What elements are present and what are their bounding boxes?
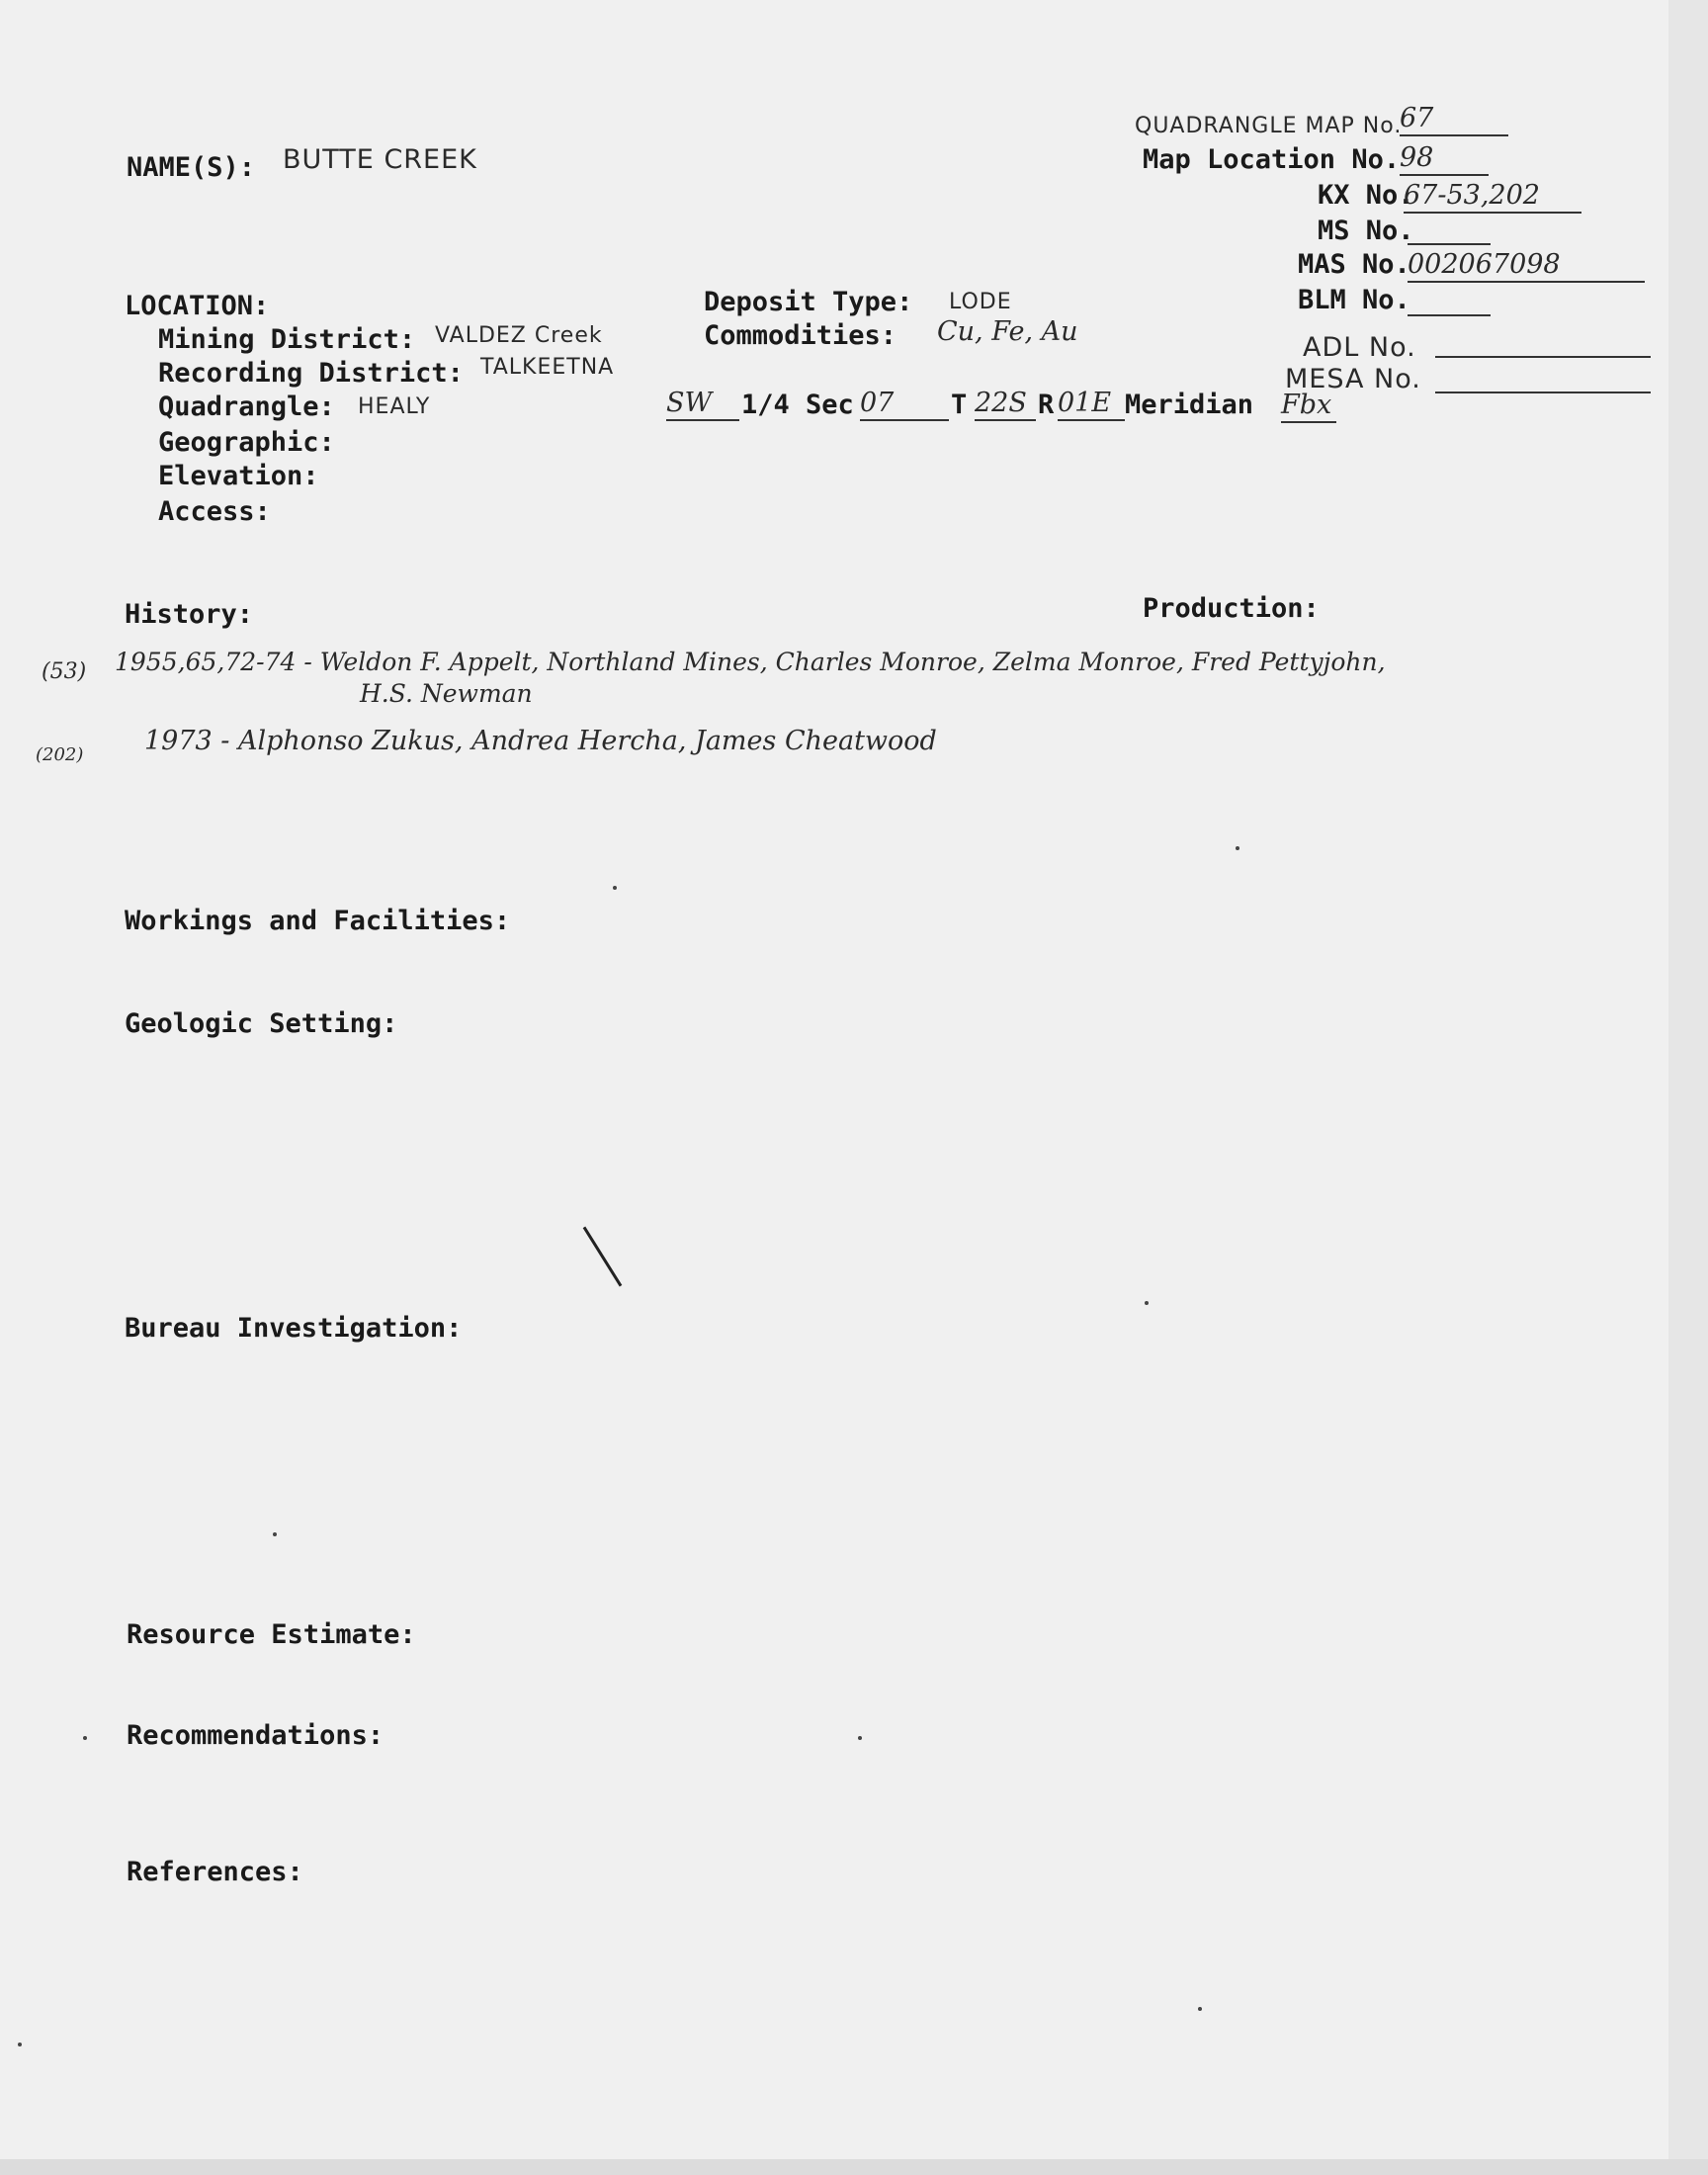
speck: [858, 1736, 862, 1740]
name-label: NAME(S):: [127, 152, 256, 183]
township-value: 22S: [975, 388, 1036, 421]
speck: [1236, 846, 1239, 850]
commodities-value: Cu, Fe, Au: [937, 316, 1078, 347]
location-label: LOCATION:: [125, 291, 270, 321]
history-entry-53-cont: H.S. Newman: [360, 679, 533, 708]
meridian-label: Meridian: [1125, 390, 1254, 420]
geographic-label: Geographic:: [158, 427, 335, 458]
section-value: 07: [860, 388, 949, 421]
speck: [1198, 2007, 1202, 2011]
speck: [1145, 1301, 1149, 1305]
quadrangle-value: HEALY: [358, 394, 431, 419]
pen-stroke-mark: [583, 1227, 623, 1287]
ms-blank: [1408, 243, 1491, 245]
ms-label: MS No.: [1318, 216, 1414, 246]
quad-map-label: QUADRANGLE MAP No.: [1135, 114, 1403, 138]
quarter-sec-label: 1/4 Sec: [741, 390, 854, 420]
recommendations-label: Recommendations:: [127, 1720, 384, 1751]
name-value: BUTTE CREEK: [283, 144, 477, 175]
kx-value: 67-53,202: [1404, 180, 1581, 214]
mesa-label: MESA No.: [1285, 364, 1421, 394]
geologic-setting-label: Geologic Setting:: [125, 1008, 398, 1039]
map-location-value: 98: [1400, 142, 1489, 176]
quadrangle-label: Quadrangle:: [158, 392, 335, 422]
history-ref-53: (53): [42, 659, 87, 684]
recording-district-value: TALKEETNA: [480, 355, 615, 380]
speck: [613, 886, 617, 890]
speck: [83, 1736, 87, 1740]
blm-label: BLM No.: [1298, 285, 1410, 315]
speck: [18, 2043, 22, 2046]
adl-blank: [1435, 356, 1651, 358]
bureau-investigation-label: Bureau Investigation:: [125, 1313, 463, 1344]
mining-district-label: Mining District:: [158, 324, 416, 355]
speck: [273, 1532, 277, 1536]
range-label: R: [1038, 390, 1055, 420]
production-label: Production:: [1143, 593, 1320, 624]
references-label: References:: [127, 1857, 303, 1887]
history-entry-202: 1973 - Alphonso Zukus, Andrea Hercha, James Cheatwood: [144, 726, 937, 756]
quarter-value: SW: [666, 388, 739, 421]
scan-edge-right: [1668, 0, 1708, 2175]
mas-label: MAS No.: [1298, 249, 1410, 280]
elevation-label: Elevation:: [158, 461, 319, 491]
history-entry-53: 1955,65,72-74 - Weldon F. Appelt, Northland Mines, Charles Monroe, Zelma Monroe, Fred Pettyjohn,: [115, 648, 1386, 676]
deposit-type-label: Deposit Type:: [704, 287, 913, 317]
range-value: 01E: [1058, 388, 1125, 421]
mesa-blank: [1435, 392, 1651, 393]
quad-map-value: 67: [1400, 103, 1508, 136]
blm-blank: [1408, 314, 1491, 316]
workings-label: Workings and Facilities:: [125, 906, 511, 936]
history-ref-202: (202): [36, 744, 84, 765]
adl-label: ADL No.: [1303, 332, 1416, 363]
meridian-value: Fbx: [1281, 390, 1336, 423]
scan-edge-bottom: [0, 2159, 1708, 2175]
access-label: Access:: [158, 496, 271, 527]
mining-district-value: VALDEZ Creek: [435, 323, 603, 348]
kx-label: KX No.: [1318, 180, 1414, 211]
deposit-type-value: LODE: [949, 290, 1012, 314]
map-location-label: Map Location No.: [1143, 144, 1401, 175]
commodities-label: Commodities:: [704, 320, 897, 351]
mas-value: 002067098: [1408, 249, 1645, 283]
recording-district-label: Recording District:: [158, 358, 464, 389]
resource-estimate-label: Resource Estimate:: [127, 1619, 416, 1650]
township-label: T: [951, 390, 968, 420]
history-label: History:: [125, 599, 254, 630]
